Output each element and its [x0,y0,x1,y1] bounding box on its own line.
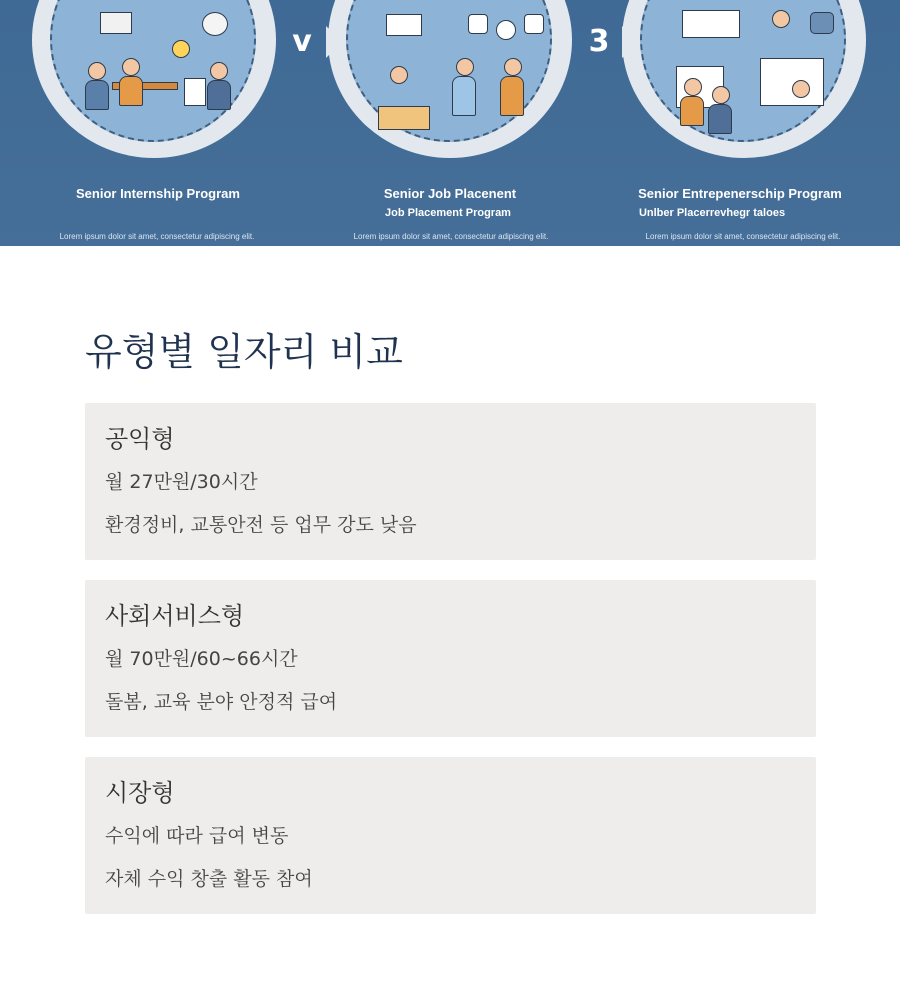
entrepreneurship-illustration [622,0,866,158]
job-placement-illustration [328,0,572,158]
job-type-comparison-section [85,320,816,890]
card-pay: 월 70만원/60~66시간 [105,648,298,670]
card-description: 돌봄, 교육 분야 안정적 급여 [105,691,338,713]
program-description-entrepreneurship: Lorem ipsum dolor sit amet, consectetur adipiscing elit. [645,232,841,241]
card-description: 환경정비, 교통안전 등 업무 강도 낮음 [105,514,417,536]
program-subtitle-entrepreneurship: Unlber Placerrevhegr taloes [638,207,786,219]
job-type-card-public [85,403,816,560]
program-title-entrepreneurship: Senior Entrepenerschip Program [638,186,842,201]
program-title-job-placement: Senior Job Placenent [383,186,517,201]
program-subtitle-job-placement: Job Placement Program [385,207,511,219]
program-title-internship: Senior Internship Program [76,186,240,201]
job-type-card-market [85,757,816,914]
connector-label-2: 3 [588,24,610,59]
internship-illustration [32,0,276,158]
program-description-job-placement: Lorem ipsum dolor sit amet, consectetur adipiscing elit. [353,232,549,241]
program-description-internship: Lorem ipsum dolor sit amet, consectetur adipiscing elit. [59,232,255,241]
card-description: 자체 수익 창출 활동 참여 [105,868,313,890]
card-title: 시장형 [105,779,175,807]
hero-banner-image [0,0,900,246]
card-title: 사회서비스형 [105,602,245,630]
job-type-card-social-service [85,580,816,737]
section-heading: 유형별 일자리 비교 [85,330,403,374]
connector-label-1: v [292,24,312,59]
card-title: 공익형 [105,425,175,453]
card-pay: 월 27만원/30시간 [105,471,258,493]
card-pay: 수익에 따라 급여 변동 [105,825,289,847]
